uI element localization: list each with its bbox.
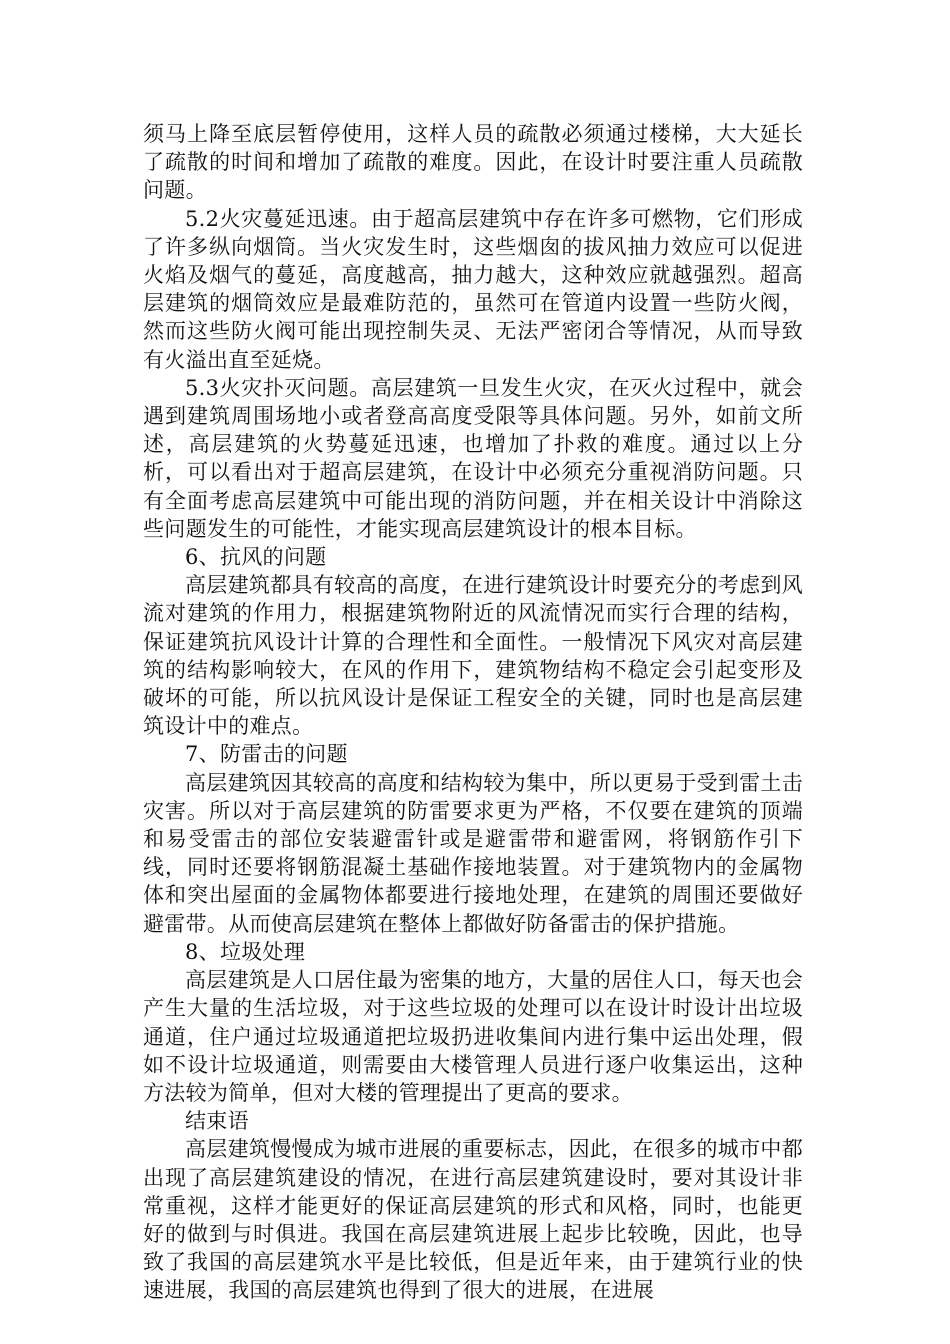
section-heading-lightning: 7、防雷击的问题 [185,742,348,767]
continuation-paragraph: 须马上降至底层暂停使用，这样人员的疏散必须通过楼梯，大大延长了疏散的时间和增加了疏散的难度。因此，在设计时要注重人员疏散问题。 [143,122,803,203]
paragraph-fire-spread: 5.2火灾蔓延迅速。由于超高层建筑中存在许多可燃物，它们形成了许多纵向烟筒。当火灾发生时，这些烟囱的拔风抽力效应可以促进火焰及烟气的蔓延，高度越高，抽力越大，这种效应就越强烈。超高层建筑的烟筒效应是最难防范的，虽然可在管道内设置一些防火阀，然而这些防火阀可能出现控制失灵、无法严密闭合等情况，从而导致有火溢出直至延烧。 [143,206,803,372]
paragraph-garbage: 高层建筑是人口居住最为密集的地方，大量的居住人口，每天也会产生大量的生活垃圾，对于这些垃圾的处理可以在设计时设计出垃圾通道，住户通过垃圾通道把垃圾扔进收集间内进行集中运出处理，假如不设计垃圾通道，则需要由大楼管理人员进行逐户收集运出，这种方法较为简单，但对大楼的管理提出了更高的要求。 [143,968,803,1105]
paragraph-lightning: 高层建筑因其较高的高度和结构较为集中，所以更易于受到雷土击灾害。所以对于高层建筑的防雷要求更为严格，不仅要在建筑的顶端和易受雷击的部位安装避雷针或是避雷带和避雷网，将钢筋作引下线，同时还要将钢筋混凝土基础作接地装置。对于建筑物内的金属物体和突出屋面的金属物体都要进行接地处理，在建筑的周围还要做好避雷带。从而使高层建筑在整体上都做好防备雷击的保护措施。 [143,770,803,936]
paragraph-fire-extinguishing: 5.3火灾扑灭问题。高层建筑一旦发生火灾，在灭火过程中，就会遇到建筑周围场地小或者登高高度受限等具体问题。另外，如前文所述，高层建筑的火势蔓延迅速，也增加了扑救的难度。通过以上分析，可以看出对于超高层建筑，在设计中必须充分重视消防问题。只有全面考虑高层建筑中可能出现的消防问题，并在相关设计中消除这些问题发生的可能性，才能实现高层建筑设计的根本目标。 [143,375,803,541]
paragraph-wind: 高层建筑都具有较高的高度，在进行建筑设计时要充分的考虑到风流对建筑的作用力，根据建筑物附近的风流情况而实行合理的结构，保证建筑抗风设计计算的合理性和全面性。一般情况下风灾对高层建筑的结构影响较大，在风的作用下，建筑物结构不稳定会引起变形及破坏的可能，所以抗风设计是保证工程安全的关键，同时也是高层建筑设计中的难点。 [143,573,803,739]
section-heading-wind: 6、抗风的问题 [185,545,327,570]
document-body [143,120,803,1305]
section-heading-conclusion: 结束语 [185,1109,249,1134]
paragraph-conclusion: 高层建筑慢慢成为城市进展的重要标志，因此，在很多的城市中都出现了高层建筑建设的情况，在进行高层建筑建设时，要对其设计非常重视，这样才能更好的保证高层建筑的形式和风格，同时，也能更好的做到与时俱进。我国在高层建筑进展上起步比较晚，因此，也导致了我国的高层建筑水平是比较低，但是近年来，由于建筑行业的快速进展，我国的高层建筑也得到了很大的进展，在进展 [143,1137,803,1303]
section-heading-garbage: 8、垃圾处理 [185,939,306,964]
